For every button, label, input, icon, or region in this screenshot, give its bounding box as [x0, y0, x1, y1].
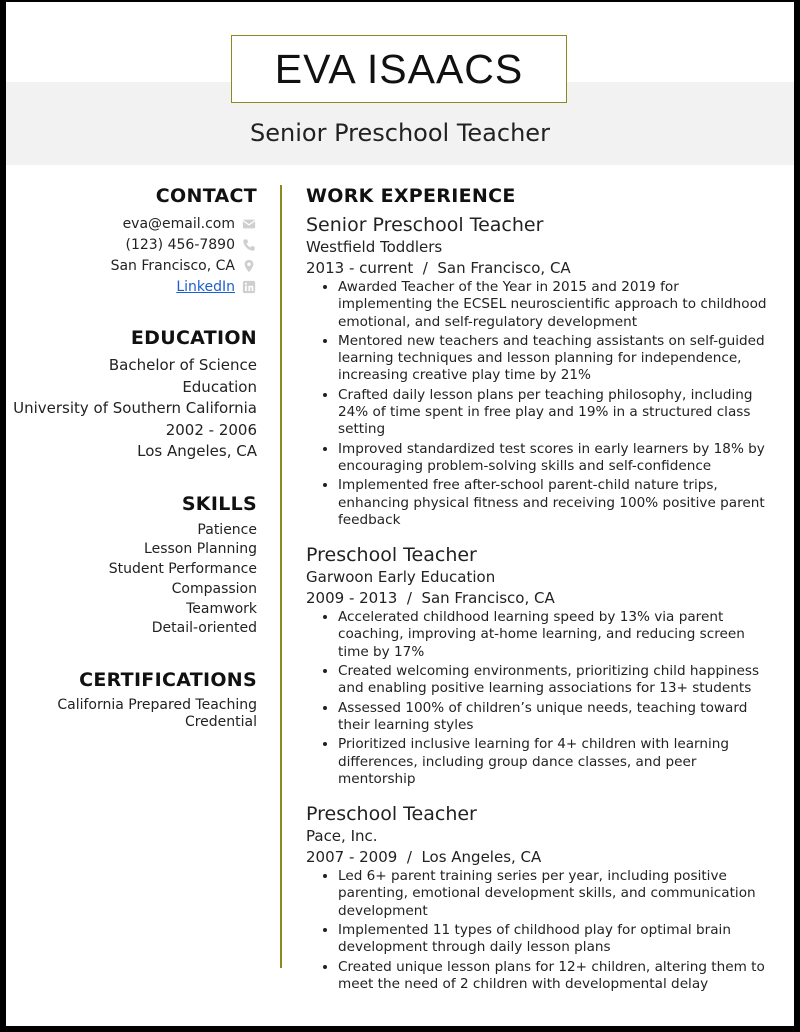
- location-pin-icon: [241, 258, 257, 274]
- skills-heading: SKILLS: [181, 492, 257, 515]
- job-location: Los Angeles, CA: [421, 848, 542, 867]
- job-entry: [306, 213, 776, 529]
- job-bullet: • Created unique lesson plans for 12+ children, altering them to meet the need of 2 children with developmental delay: [338, 959, 776, 994]
- location-text: San Francisco, CA: [110, 257, 235, 274]
- phone-text: (123) 456-7890: [125, 236, 235, 253]
- job-bullet: • Implemented free after-school parent-child nature trips, enhancing physical fitness and receiving 100% positive parent feedback: [338, 477, 776, 529]
- right-column: [306, 185, 776, 995]
- skill-item: Detail-oriented: [151, 620, 257, 637]
- name-box: [231, 35, 567, 103]
- certification-line: California Prepared Teaching: [57, 697, 257, 714]
- job-title-subtitle: Senior Preschool Teacher: [250, 119, 550, 147]
- job-bullet: • Accelerated childhood learning speed by 13% via parent coaching, improving at-home learning, and reducing screen time by 17%: [338, 609, 776, 661]
- envelope-icon: [241, 216, 257, 232]
- job-company: Garwoon Early Education: [306, 568, 496, 587]
- column-divider: [280, 185, 282, 968]
- work-experience-heading: WORK EXPERIENCE: [306, 185, 516, 207]
- job-title: Preschool Teacher: [306, 544, 477, 567]
- job-bullet: • Assessed 100% of children’s unique needs, teaching toward their learning styles: [338, 700, 776, 735]
- job-bullets: [306, 279, 776, 529]
- job-title: Preschool Teacher: [306, 803, 477, 826]
- job-bullet: • Created welcoming environments, prioritizing child happiness and enabling positive learning associations for 13+ students: [338, 663, 776, 698]
- left-column: [6, 185, 257, 731]
- education-location: Los Angeles, CA: [137, 442, 257, 460]
- contact-location: [6, 255, 257, 276]
- job-dates: 2007 - 2009: [306, 848, 398, 867]
- job-dates: 2013 - current: [306, 259, 414, 277]
- linkedin-icon[interactable]: [241, 279, 257, 295]
- job-bullet: • Crafted daily lesson plans per teaching philosophy, including 24% of time spent in free play and 19% in a structured class setting: [338, 387, 776, 439]
- job-entry: [306, 802, 776, 993]
- job-meta: 2007 - 2009 / Los Angeles, CA: [306, 848, 542, 867]
- job-entry: [306, 543, 776, 788]
- skill-item: Teamwork: [186, 600, 257, 617]
- contact-heading: CONTACT: [155, 185, 257, 207]
- job-bullet: • Awarded Teacher of the Year in 2015 and 2019 for implementing the ECSEL neuroscientific approach to childhood emotional, and self-regulatory development: [338, 279, 776, 331]
- skill-item: Patience: [197, 521, 257, 538]
- job-bullet: • Led 6+ parent training series per year, including positive parenting, emotional development skills, and communication development: [338, 868, 776, 920]
- job-dates: 2009 - 2013: [306, 589, 398, 608]
- contact-email[interactable]: [6, 213, 257, 234]
- skill-item: Student Performance: [108, 561, 257, 578]
- resume-page: [6, 2, 794, 1026]
- skill-item: Lesson Planning: [144, 541, 257, 558]
- certifications-heading: CERTIFICATIONS: [79, 669, 257, 692]
- job-bullets: [306, 868, 776, 993]
- contact-phone[interactable]: [6, 234, 257, 255]
- job-bullet: • Improved standardized test scores in early learners by 18% by encouraging problem-solving skills and self-confidence: [338, 441, 776, 476]
- skill-item: Compassion: [171, 580, 257, 597]
- job-bullet: • Prioritized inclusive learning for 4+ children with learning differences, including group dance classes, and peer mentorship: [338, 736, 776, 788]
- job-meta: 2009 - 2013 / San Francisco, CA: [306, 589, 555, 608]
- candidate-name: EVA ISAACS: [274, 45, 524, 92]
- job-bullet: • Mentored new teachers and teaching assistants on self-guided learning techniques and lesson planning for independence, increasing creative play time by 21%: [338, 333, 776, 385]
- certification-line: Credential: [184, 714, 257, 731]
- job-company: Westfield Toddlers: [306, 238, 443, 256]
- contact-linkedin[interactable]: [6, 276, 257, 297]
- education-major: Education: [182, 377, 257, 396]
- job-meta: 2013 - current / San Francisco, CA: [306, 259, 571, 277]
- education-dates: 2002 - 2006: [165, 420, 257, 439]
- email-text: eva@email.com: [122, 215, 235, 232]
- education-school: University of Southern California: [13, 399, 257, 417]
- job-location: San Francisco, CA: [421, 589, 555, 608]
- phone-icon: [241, 237, 257, 253]
- linkedin-link[interactable]: LinkedIn: [176, 278, 235, 295]
- job-location: San Francisco, CA: [437, 259, 571, 277]
- job-title: Senior Preschool Teacher: [306, 214, 544, 236]
- job-bullet: • Implemented 11 types of childhood play for optimal brain development through daily lesson plans: [338, 922, 776, 957]
- job-company: Pace, Inc.: [306, 827, 378, 846]
- education-degree: Bachelor of Science: [108, 356, 257, 374]
- job-bullets: [306, 609, 776, 788]
- education-heading: EDUCATION: [130, 327, 257, 349]
